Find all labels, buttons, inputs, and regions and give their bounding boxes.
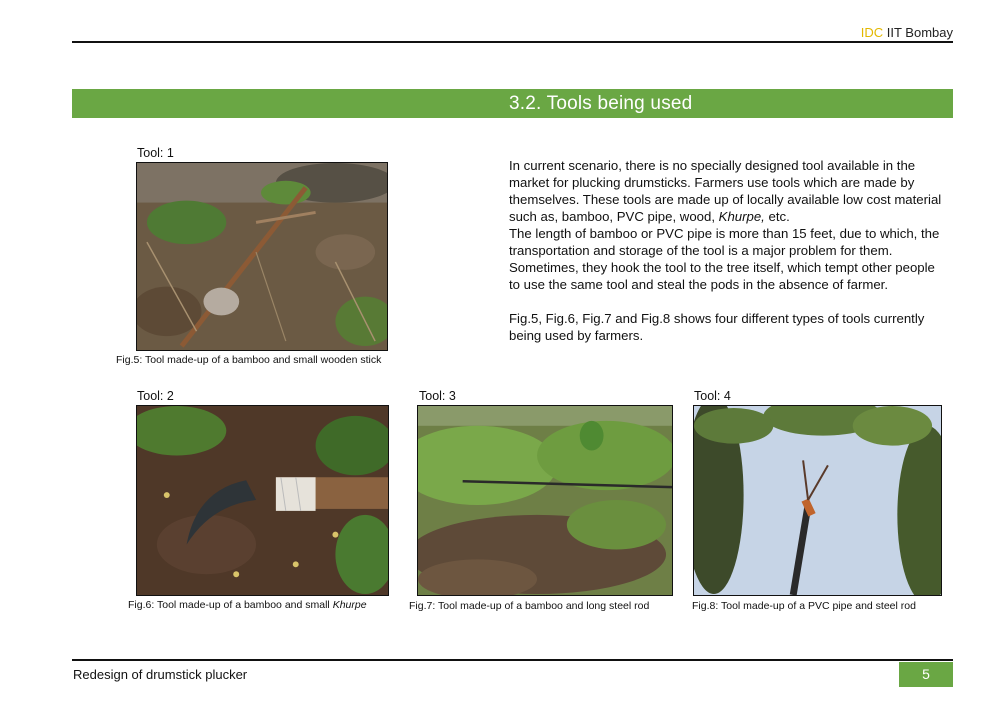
tool-4-caption: Fig.8: Tool made-up of a PVC pipe and steel rod — [692, 600, 916, 612]
paragraph-1-end: etc. — [764, 209, 790, 224]
paragraph-1 — [509, 157, 949, 225]
footer-title: Redesign of drumstick plucker — [73, 667, 248, 682]
body-text — [509, 157, 949, 344]
tool-1-caption: Fig.5: Tool made-up of a bamboo and small wooden stick — [116, 354, 382, 366]
page-number: 5 — [899, 662, 953, 687]
paragraph-1-italic: Khurpe, — [718, 209, 765, 224]
paragraph-3: Fig.5, Fig.6, Fig.7 and Fig.8 shows four different types of tools currently being used by farmers. — [509, 311, 925, 343]
tool-3-caption: Fig.7: Tool made-up of a bamboo and long steel rod — [409, 600, 650, 612]
paragraph-1-text: In current scenario, there is no specially designed tool available in the market for plucking drumsticks. Farmers use tools which are made by themselves. These tools are made up of locally available low cost material such as, bamboo, PVC pipe, wood, — [509, 158, 942, 224]
tool-1-photo — [136, 162, 388, 351]
header-rule — [72, 41, 953, 43]
tool-2-photo — [136, 405, 389, 596]
paragraph-gap — [509, 293, 949, 310]
section-title: 3.2. Tools being used — [509, 93, 693, 114]
tool-2-caption-text: Fig.6: Tool made-up of a bamboo and small — [128, 599, 333, 611]
tool-4-photo — [693, 405, 942, 596]
tool-2-label: Tool: 2 — [137, 389, 174, 403]
footer-rule — [72, 659, 953, 661]
tool-3-label: Tool: 3 — [419, 389, 456, 403]
paragraph-2: The length of bamboo or PVC pipe is more than 15 feet, due to which, the transportation and storage of the tool is a major problem for them. Sometimes, they hook the tool to the tree itself, which tempt other people to use the same tool and steal the pods in the absence of farmer. — [509, 226, 940, 292]
header-brand — [861, 25, 953, 40]
tool-3-photo — [417, 405, 673, 596]
tool-4-label: Tool: 4 — [694, 389, 731, 403]
tool-2-caption — [128, 599, 367, 611]
tool-1-label: Tool: 1 — [137, 146, 174, 160]
tool-2-caption-italic: Khurpe — [332, 599, 367, 611]
brand-rest: IIT Bombay — [883, 25, 953, 40]
brand-accent: IDC — [860, 25, 884, 40]
